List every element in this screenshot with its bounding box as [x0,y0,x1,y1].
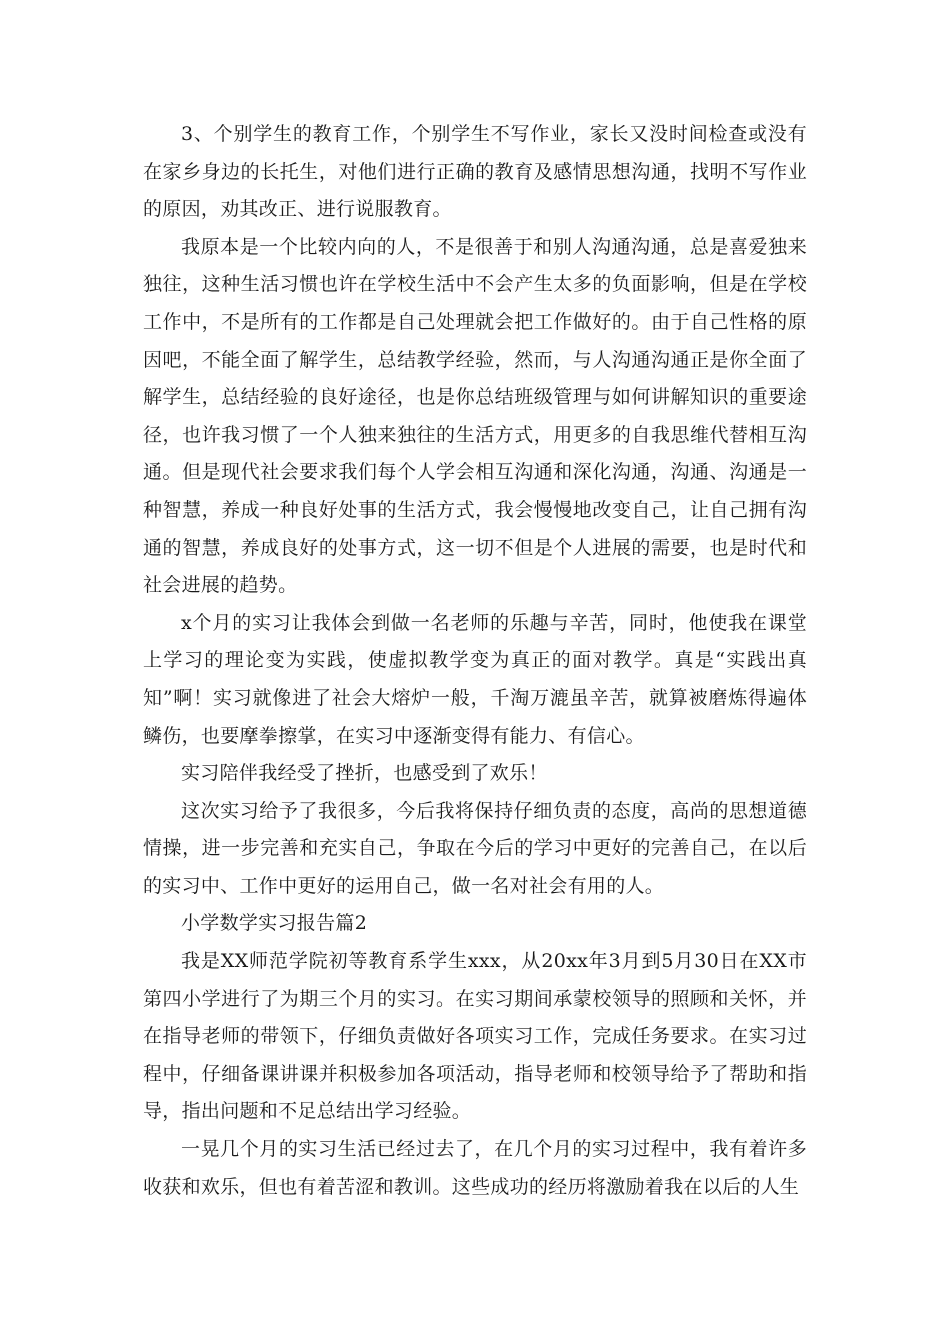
document-body [143,116,807,1206]
paragraph-individual-education: 3、个别学生的教育工作，个别学生不写作业，家长又没时间检查或没有在家乡身边的长托生，对他们进行正确的教育及感情思想沟通，找明不写作业的原因，劝其改正、进行说服教育。 [143,123,807,221]
section-title: 小学数学实习报告篇2 [181,912,368,935]
paragraph-setbacks-joy: 实习陪伴我经受了挫折，也感受到了欢乐！ [181,762,548,785]
paragraph-summary: 一晃几个月的实习生活已经过去了，在几个月的实习过程中，我有着许多收获和欢乐，但也有着苦涩和教训。这些成功的经历将激励着我在以后的人生 [143,1138,807,1198]
paragraph-communication: 我原本是一个比较内向的人，不是很善于和别人沟通沟通，总是喜爱独来独往，这种生活习惯也许在学校生活中不会产生太多的负面影响，但是在学校工作中，不是所有的工作都是自己处理就会把工作做好的。由于自己性格的原因吧，不能全面了解学生，总结教学经验，然而，与人沟通沟通正是你全面了解学生，总结经验的良好途径，也是你总结班级管理与如何讲解知识的重要途径，也许我习惯了一个人独来独往的生活方式，用更多的自我思维代替相互沟通。但是现代社会要求我们每个人学会相互沟通和深化沟通，沟通、沟通是一种智慧，养成一种良好处事的生活方式，我会慢慢地改变自己，让自己拥有沟通的智慧，养成良好的处事方式，这一切不但是个人进展的需要，也是时代和社会进展的趋势。 [143,235,807,597]
paragraph-future-plans: 这次实习给予了我很多，今后我将保持仔细负责的态度，高尚的思想道德情操，进一步完善和充实自己，争取在今后的学习中更好的完善自己，在以后的实习中、工作中更好的运用自己，做一名对社会有用的人。 [143,799,807,897]
paragraph-introduction: 我是XX师范学院初等教育系学生xxx，从20xx年3月到5月30日在XX市第四小学进行了为期三个月的实习。在实习期间承蒙校领导的照顾和关怀，并在指导老师的带领下，仔细负责做好各项实习工作，完成任务要求。在实习过程中，仔细备课讲课并积极参加各项活动，指导老师和校领导给予了帮助和指导，指出问题和不足总结出学习经验。 [143,950,807,1123]
paragraph-internship-reflection: x个月的实习让我体会到做一名老师的乐趣与辛苦，同时，他使我在课堂上学习的理论变为实践，使虚拟教学变为真正的面对教学。真是“实践出真知”啊！实习就像进了社会大熔炉一般，千淘万漉虽辛苦，就算被磨炼得遍体鳞伤，也要摩拳擦掌，在实习中逐渐变得有能力、有信心。 [143,611,807,747]
